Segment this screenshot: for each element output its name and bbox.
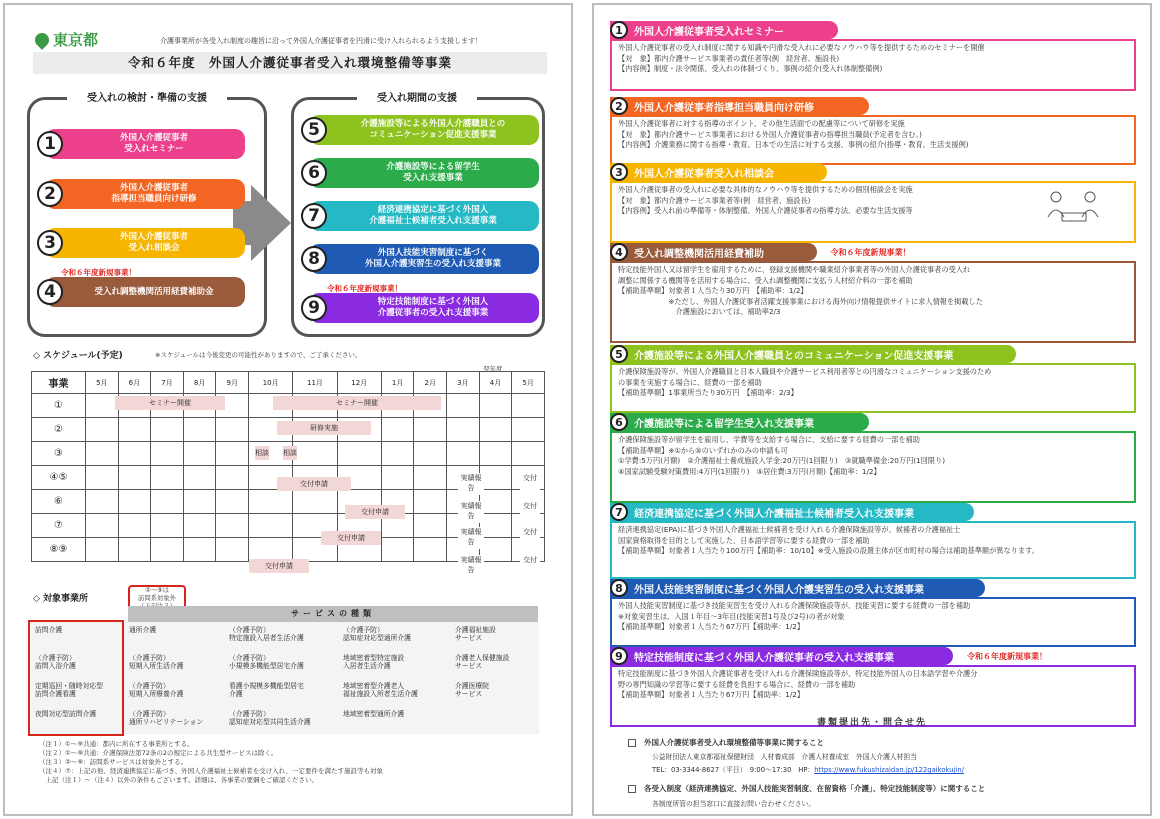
section-title: 外国人介護従事者指導担当職員向け研修 — [634, 102, 814, 114]
schedule-cell — [86, 394, 119, 418]
schedule-cell — [293, 490, 337, 514]
schedule-bar-consult-1: 相談 — [255, 446, 269, 460]
month-11: 4月 — [479, 372, 512, 394]
section-body: 外国人介護従事者の受入れ制度に関する知識や円滑な受入れに必要なノウハウ等を提供するためのセミナーを開催 【対 象】都内介護サービス事業者の責任者等(例 経営者、施設長) 【内容例】制度・法令関係、受入れの体制づくり、事例の紹介(受入れ体制整備例) — [618, 43, 985, 73]
schedule-cell — [183, 514, 216, 538]
month-5: 10月 — [249, 372, 293, 394]
section-number: 9 — [610, 647, 628, 665]
new-label-4: 令和６年度新規事業！ — [61, 268, 136, 277]
schedule-cell — [479, 490, 512, 514]
schedule-cell — [414, 538, 447, 562]
service-cell: （介護予防） 通所リハビリテーション — [129, 710, 204, 726]
section-body: 外国人介護従事者に対する指導のポイント、その他生活面での配慮等について研修を実施 【対 象】都内介護サービス事業者における外国人介護従事者の指導担当職員(予定者を含む。) 【内容例】介護業務に関する指導・教育、日本での生活に対する支援、事例の紹介(指導・教育、生活支援例) — [618, 119, 969, 149]
program-label: 外国人介護従事者 受入れセミナー — [119, 133, 188, 154]
schedule-bar-seminar-2: セミナー開催 — [273, 396, 441, 410]
service-cell: 介護医療院 サービス — [455, 682, 489, 698]
service-cell: 地域密着型通所介護 — [343, 710, 405, 718]
program-number: 7 — [301, 203, 327, 229]
service-cell: 地域密着型特定施設 入居者生活介護 — [343, 654, 405, 670]
service-cell: 夜間対応型訪問介護 — [35, 710, 97, 718]
facilities-heading: ◇ 対象事業所 — [33, 594, 89, 604]
next-year-label: 翌年度 — [483, 365, 503, 373]
schedule-bar-grant-2: 交付 — [520, 527, 540, 549]
section-number: 5 — [610, 345, 628, 363]
month-10: 3月 — [447, 372, 480, 394]
service-cell: （介護予防） 小規模多機能型居宅介護 — [229, 654, 304, 670]
schedule-cell — [118, 466, 151, 490]
section-header-8 — [610, 579, 985, 597]
program-label: 外国人技能実習制度に基づく 外国人介護実習生の受入れ支援事業 — [364, 248, 501, 269]
section-header-9 — [610, 647, 953, 665]
schedule-cell — [183, 442, 216, 466]
schedule-cell — [512, 394, 545, 418]
program-label: 外国人介護従事者 指導担当職員向け研修 — [111, 183, 197, 204]
contact-title: 書類提出先・問合せ先 — [816, 718, 927, 728]
month-1: 6月 — [118, 372, 151, 394]
schedule-heading: ◇ スケジュール(予定) — [33, 351, 123, 361]
program-pill-6[interactable] — [309, 158, 539, 188]
schedule-cell — [447, 418, 480, 442]
section-body: 外国人介護従事者の受入れに必要な具体的なノウハウ等を提供するための個別相談会を実施 【対 象】都内介護サービス事業者等(例 経営者、施設長) 【内容例】受入れ前の準備等・体制整備、外国人介護従事者の指導方法、必要な生活支援等 — [618, 185, 913, 215]
program-pill-5[interactable] — [309, 115, 539, 145]
section-header-7 — [610, 503, 974, 521]
schedule-cell — [479, 538, 512, 562]
service-cell: 定期巡回・随時対応型 訪問介護看護 — [35, 682, 103, 698]
schedule-cell — [151, 442, 184, 466]
section-body: 特定技能外国人又は留学生を雇用するために、登録支援機関や職業紹介事業者等の外国人介護従事者の受入れ 調整に関係する機関等を活用する場合に、受入れ調整機関に支払う人材紹介料の一部を補助 【補助基準額】対象者１人当たり30万円 【補助率：1/2】 ※ただし、外国人介護従事者活躍支援事業における海外向け情報提供サイトに求人情報を掲載した 介護施設においては、補助率2/3 — [618, 265, 983, 316]
section-title: 外国人介護従事者受入れセミナー — [634, 26, 784, 38]
program-label: 受入れ調整機関活用経費補助金 — [94, 286, 214, 297]
section-header-3 — [610, 163, 827, 181]
program-pill-8[interactable] — [309, 244, 539, 274]
checkbox-icon — [628, 739, 636, 747]
schedule-cell — [183, 538, 216, 562]
program-pill-7[interactable] — [309, 201, 539, 231]
month-0: 5月 — [86, 372, 119, 394]
section-body: 特定技能制度に基づき外国人介護従事者を受け入れる介護保険施設等が、特定技能外国人の日本語学習や介護分 野の専門知識の学習等に要する経費を負担する場合に、経費の一部を補助 【補助基準額】対象者１人当たり67万円【補助率：1/2】 — [618, 669, 978, 699]
section-body: 介護保険施設等が、外国人介護職員と日本人職員や介護サービス利用者等との円滑なコミュニケーション支援のため の事業を実施する場合に、経費の一部を補助 【補助基準額】1事業所当たり30万円 【補助率：2/3】 — [618, 367, 992, 397]
program-label: 外国人介護従事者 受入れ相談会 — [119, 232, 188, 253]
section-number: 3 — [610, 163, 628, 181]
schedule-bar-report-0: 実績報告 — [458, 473, 484, 495]
month-7: 12月 — [337, 372, 381, 394]
section-header-2 — [610, 97, 869, 115]
schedule-cell — [447, 442, 480, 466]
schedule-cell — [86, 418, 119, 442]
section-title: 介護施設等による外国人介護職員とのコミュニケーション促進支援事業 — [634, 350, 954, 362]
schedule-cell — [293, 442, 337, 466]
schedule-cell — [479, 394, 512, 418]
schedule-cell — [479, 466, 512, 490]
new-label-9: 令和６年度新規事業！ — [327, 284, 402, 293]
program-pill-3[interactable] — [45, 228, 245, 258]
schedule-cell — [183, 466, 216, 490]
program-label: 経済連携協定に基づく外国人 介護福祉士候補者受入れ支援事業 — [369, 205, 497, 226]
schedule-cell — [151, 490, 184, 514]
month-4: 9月 — [216, 372, 249, 394]
new-project-badge: 令和６年度新規事業！ — [967, 652, 1047, 661]
visit-services-highlight — [28, 620, 124, 736]
section-number: 6 — [610, 413, 628, 431]
schedule-row-label: ① — [32, 394, 86, 418]
schedule-cell — [183, 490, 216, 514]
schedule-cell — [479, 514, 512, 538]
schedule-cell — [479, 442, 512, 466]
schedule-cell — [86, 490, 119, 514]
schedule-cell — [216, 442, 249, 466]
section-title: 外国人技能実習制度に基づく外国人介護実習生の受入れ支援事業 — [634, 584, 924, 596]
program-number: 4 — [37, 279, 63, 305]
schedule-cell — [118, 442, 151, 466]
program-number: 1 — [37, 131, 63, 157]
section-number: 8 — [610, 579, 628, 597]
schedule-cell — [183, 418, 216, 442]
section-title: 特定技能制度に基づく外国人介護従事者の受入れ支援事業 — [634, 652, 894, 664]
schedule-cell — [249, 490, 293, 514]
schedule-bar-training: 研修実施 — [277, 421, 371, 435]
service-cell: （介護予防） 訪問入浴介護 — [35, 654, 76, 670]
contact-line4: 各制度所管の担当窓口に直接お問い合わせください。 — [652, 800, 816, 808]
schedule-cell — [249, 514, 293, 538]
section-body: 介護保険施設等が留学生を雇用し、学費等を支給する場合に、支給に要する経費の一部を補助 【補助基準額】※①から⑤のいずれかのみの申請も可 ①学費:5万円(月額) ②介護福祉士養成施設入学金:20万円(1回限り) ③就職準備金:20万円(1回限り) ④国家試験受験対策費用:4万円(1回限り) ⑤居住費:3万円(月額)【補助率：1/2】 — [618, 435, 945, 476]
left-flyer-page — [3, 3, 573, 816]
schedule-cell — [512, 418, 545, 442]
program-label: 介護施設等による留学生 受入れ支援事業 — [386, 162, 480, 183]
service-cell: （介護予防） 短期入所療養介護 — [129, 682, 184, 698]
section-body: 外国人技能実習制度に基づき技能実習生を受け入れる介護保険施設等が、技能実習に要する経費の一部を補助 ※対象実習生は、入国１年目〜3年目(技能実習1号及び2号)の者が対象 【補助基準額】対象者１人当たり67万円【補助率：1/2】 — [618, 601, 971, 631]
service-header: サービスの種類 — [128, 606, 538, 622]
service-cell: 通所介護 — [129, 626, 157, 634]
group-period-title: 受入れ期間の支援 — [357, 89, 477, 104]
program-number: 8 — [301, 246, 327, 272]
month-2: 7月 — [151, 372, 184, 394]
program-label: 介護施設等による外国人介護職員との コミュニケーション促進支援事業 — [360, 119, 506, 140]
service-cell: 訪問介護 — [35, 626, 63, 634]
section-header-5 — [610, 345, 1016, 363]
schedule-cell — [414, 490, 447, 514]
tagline: 介護事業所が各受入れ制度の趣旨に沿って外国人介護従事者を円滑に受け入れられるよう支援します！ — [160, 37, 482, 45]
service-cell: 地域密着型介護老人 福祉施設入所者生活介護 — [343, 682, 418, 698]
schedule-bar-grant-1: 交付 — [520, 501, 540, 523]
schedule-cell — [151, 418, 184, 442]
program-number: 3 — [37, 230, 63, 256]
schedule-cell — [151, 514, 184, 538]
section-header-6 — [610, 413, 869, 431]
schedule-cell — [414, 418, 447, 442]
section-number: 2 — [610, 97, 628, 115]
schedule-bar-apply-45: 交付申請 — [277, 477, 351, 491]
program-number: 2 — [37, 181, 63, 207]
schedule-row-label: ⑧⑨ — [32, 538, 86, 562]
schedule-cell — [381, 538, 414, 562]
group-prep-title: 受入れの検討・準備の支援 — [67, 89, 227, 104]
schedule-cell — [86, 514, 119, 538]
schedule-bar-apply-6: 交付申請 — [345, 505, 405, 519]
schedule-cell — [118, 418, 151, 442]
month-3: 8月 — [183, 372, 216, 394]
section-title: 介護施設等による留学生受入れ支援事業 — [634, 418, 814, 430]
schedule-bar-report-2: 実績報告 — [458, 527, 484, 549]
schedule-cell — [216, 514, 249, 538]
people-consult-illustration — [1042, 187, 1106, 227]
schedule-cell — [118, 538, 151, 562]
footnotes: （注１）①〜⑨共通：都内に所在する事業所とする。 （注２）①〜⑨共通：介護保険法第72条の2の規定による共生型サービスは除く。 （注３）②〜⑨：訪問系サービスは対象外とする。 （注４）⑦：上記の他、経済連携協定に基づき、外国人介護福祉士候補者を受け入れ、一定要件を満たす施設等も対象 上記（注１）〜（注４）以外の条件もございます。詳細は、各事業の要綱をご確認ください。 — [39, 740, 383, 784]
main-title: 令和６年度 外国人介護従事者受入れ環境整備等事業 — [33, 52, 547, 74]
service-cell: （介護予防） 短期入所生活介護 — [129, 654, 184, 670]
section-body: 経済連携協定(EPA)に基づき外国人介護福祉士候補者を受け入れる介護保険施設等が、候補者の介護福祉士 国家資格取得を目的として実施した、日本語学習等に要する経費の一部を補助 【補助基準額】対象者１人当たり100万円【補助率：10/10】※受入施設の設置主体が区市町村の場合は補助基準額が異なります。 — [618, 525, 1039, 555]
schedule-cell — [86, 466, 119, 490]
schedule-row-label: ④⑤ — [32, 466, 86, 490]
schedule-row-label: ⑥ — [32, 490, 86, 514]
schedule-cell — [151, 466, 184, 490]
schedule-bar-grant-3: 交付 — [520, 555, 540, 577]
schedule-bar-apply-7: 交付申請 — [321, 531, 381, 545]
schedule-bar-seminar-1: セミナー開催 — [115, 396, 225, 410]
section-header-1 — [610, 21, 838, 39]
month-8: 1月 — [381, 372, 414, 394]
schedule-cell — [86, 538, 119, 562]
right-arrow-icon — [251, 185, 291, 261]
schedule-cell — [381, 466, 414, 490]
callout-box: ②〜⑨は 訪問系対象外 — [128, 585, 186, 617]
contact-line2: 公益財団法人東京都福祉保健財団 人材養成部 介護人材養成室 外国人介護人材担当 — [652, 753, 918, 761]
schedule-cell — [479, 418, 512, 442]
contact-url-link[interactable]: https://www.fukushizaidan.jp/122gaikokujin/ — [814, 766, 964, 774]
schedule-cell — [118, 514, 151, 538]
program-pill-1[interactable] — [45, 129, 245, 159]
schedule-cell — [512, 442, 545, 466]
schedule-cell — [216, 418, 249, 442]
schedule-bar-report-1: 実績報告 — [458, 501, 484, 523]
schedule-cell — [381, 418, 414, 442]
schedule-cell — [86, 442, 119, 466]
schedule-cell — [414, 466, 447, 490]
schedule-cell — [414, 514, 447, 538]
schedule-cell — [414, 442, 447, 466]
schedule-cell — [447, 394, 480, 418]
ginkgo-leaf-icon — [32, 30, 52, 50]
section-title: 外国人介護従事者受入れ相談会 — [634, 168, 774, 180]
program-number: 9 — [301, 295, 327, 321]
schedule-cell — [216, 466, 249, 490]
schedule-cell — [249, 538, 293, 562]
schedule-row-label: ③ — [32, 442, 86, 466]
schedule-bar-report-3: 実績報告 — [458, 555, 484, 577]
program-number: 6 — [301, 160, 327, 186]
contact-tel: TEL：03-3344-8627（平日） 9:00〜17:30 HP：https://www.fukushizaidan.jp/122gaikokujin/ — [652, 766, 964, 774]
contact-line3: 各受入制度（経済連携協定、外国人技能実習制度、在留資格「介護」、特定技能制度等）に関すること — [628, 783, 985, 795]
schedule-bar-grant-0: 交付 — [520, 473, 540, 495]
program-pill-2[interactable] — [45, 179, 245, 209]
month-6: 11月 — [293, 372, 337, 394]
month-9: 2月 — [414, 372, 447, 394]
schedule-row-label: ⑦ — [32, 514, 86, 538]
service-cell: （介護予防） 認知症対応型通所介護 — [343, 626, 411, 642]
schedule-cell — [151, 538, 184, 562]
section-number: 7 — [610, 503, 628, 521]
section-number: 1 — [610, 21, 628, 39]
program-number: 5 — [301, 117, 327, 143]
section-header-4 — [610, 243, 817, 261]
schedule-row-label: ② — [32, 418, 86, 442]
schedule-cell — [118, 490, 151, 514]
section-number: 4 — [610, 243, 628, 261]
tokyo-logo: 東京都 — [35, 29, 98, 50]
service-cell: （介護予防） 特定施設入居者生活介護 — [229, 626, 304, 642]
service-cell: （介護予防） 認知症対応型共同生活介護 — [229, 710, 311, 726]
section-title: 受入れ調整機関活用経費補助 — [634, 248, 764, 260]
section-title: 経済連携協定に基づく外国人介護福祉士候補者受入れ支援事業 — [634, 508, 914, 520]
schedule-cell — [381, 442, 414, 466]
program-pill-4[interactable] — [45, 277, 245, 307]
service-cell: 介護老人保健施設 サービス — [455, 654, 510, 670]
right-details-page — [592, 3, 1152, 816]
schedule-bar-apply-89: 交付申請 — [249, 559, 309, 573]
schedule-bar-consult-2: 相談 — [283, 446, 297, 460]
month-12: 5月 — [512, 372, 545, 394]
service-cell: 介護福祉施設 サービス — [455, 626, 496, 642]
schedule-cell — [216, 538, 249, 562]
program-label: 特定技能制度に基づく外国人 介護従事者の受入れ支援事業 — [377, 297, 489, 318]
schedule-cell — [337, 442, 381, 466]
schedule-col-header: 事業 — [32, 372, 86, 394]
contact-line1: 外国人介護従事者受入れ環境整備等事業に関すること — [628, 737, 824, 749]
schedule-note: ※スケジュールは今後変更の可能性がありますので、ご了承ください。 — [155, 351, 362, 359]
schedule-cell — [216, 490, 249, 514]
new-project-badge: 令和６年度新規事業！ — [830, 248, 911, 257]
checkbox-icon — [628, 785, 636, 793]
service-cell: 看護小規模多機能型居宅 介護 — [229, 682, 304, 698]
program-pill-9[interactable] — [309, 293, 539, 323]
